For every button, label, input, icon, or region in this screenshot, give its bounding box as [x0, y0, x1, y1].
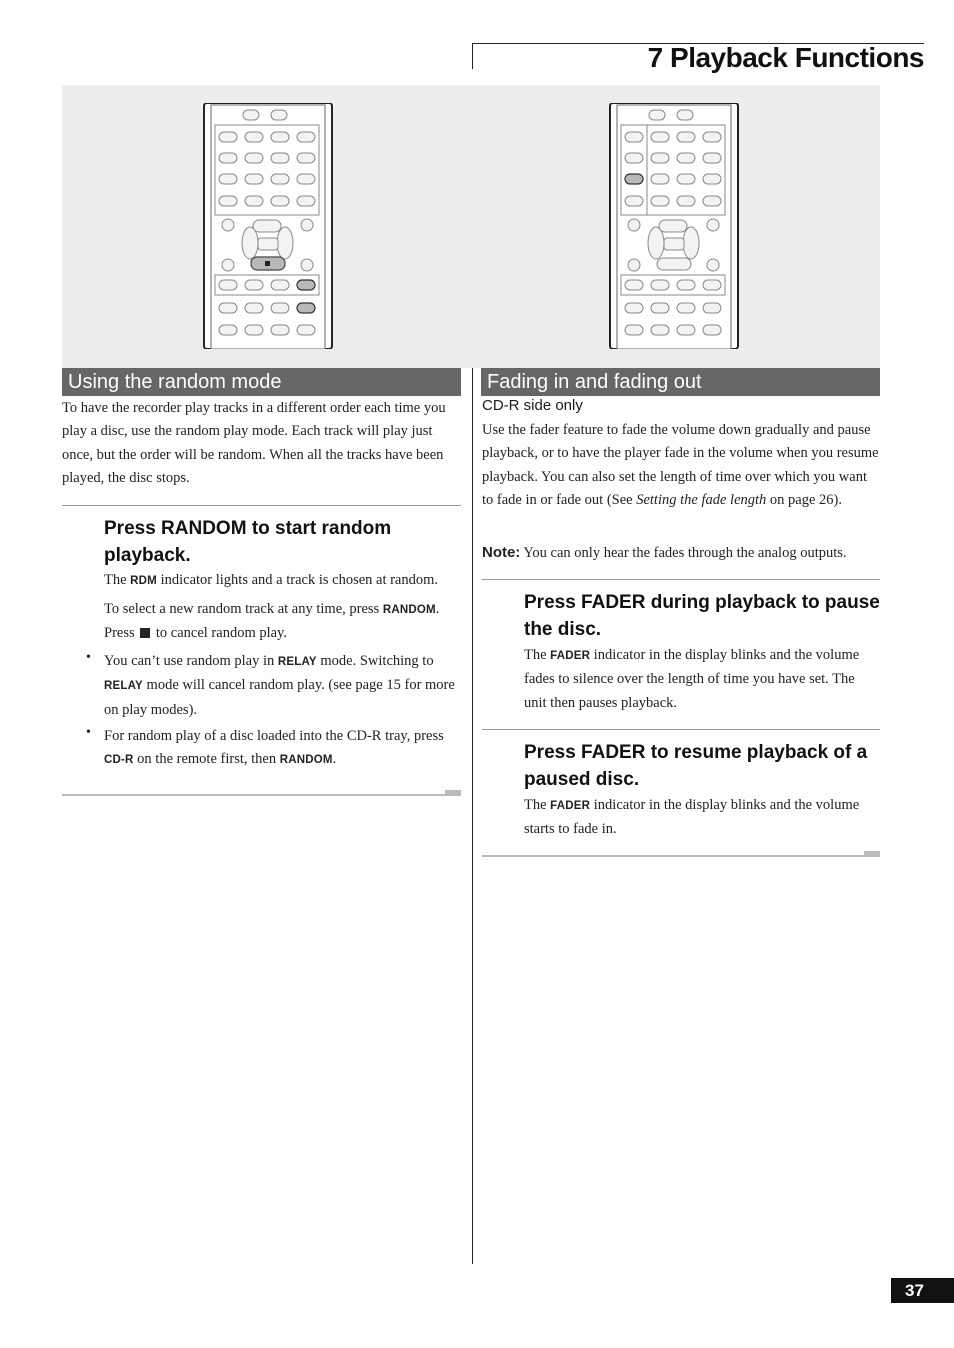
stop-square-icon — [140, 628, 150, 638]
section-title-fading: Fading in and fading out — [481, 368, 880, 396]
section-title-random-mode: Using the random mode — [62, 368, 461, 396]
note-label: Note: — [482, 544, 521, 561]
fader-resume-paragraph: The FADER indicator in the display blinks and the volume starts to fade in. — [524, 797, 860, 838]
bullet-cdr-note: For random play of a disc loaded into the CD-R tray, press CD-R on the remote first, then RANDOM. — [104, 728, 444, 768]
step-fader-pause-heading: Press FADER during playback to pause the disc. — [524, 592, 880, 640]
column-divider — [472, 368, 473, 1264]
section-end-marker — [445, 790, 461, 795]
random-select-paragraph: To select a new random track at any time, press RANDOM. Press to cancel random play. — [104, 601, 440, 642]
random-intro-paragraph: To have the recorder play tracks in a different order each time you play a disc, use the random play mode. Each track will play just once, but the order will be random. When all the tracks have been played, the disc stops. — [62, 400, 446, 487]
step-fader-resume-heading: Press FADER to resume playback of a paused disc. — [524, 742, 868, 790]
header-rule-tick — [472, 43, 473, 69]
section-end-rule — [482, 855, 880, 857]
bullet-icon: • — [86, 725, 91, 740]
fader-note: Note: You can only hear the fades through the analog outputs. — [482, 544, 847, 561]
section-rule — [482, 729, 880, 730]
fader-pause-paragraph: The FADER indicator in the display blinks and the volume fades to silence over the length of time you have set. The unit then pauses playback. — [524, 647, 860, 711]
fader-indicator-label: FADER — [550, 650, 591, 662]
remote-control-random-illustration — [203, 103, 333, 349]
illustration-band — [62, 85, 880, 368]
chapter-title: 7 Playback Functions — [647, 42, 924, 73]
rdm-indicator-label: RDM — [130, 575, 157, 587]
section-rule — [482, 579, 880, 580]
random-key-label: RANDOM — [382, 604, 436, 616]
section-end-rule — [62, 794, 461, 796]
fader-intro-paragraph: Use the fader feature to fade the volume down gradually and pause playback, or to have the player fade in the volume when you resume playback. You can also set the length of time over which you want to fade in or fade out (See Setting the fade length on page 26). — [482, 422, 879, 509]
bullet-icon: • — [86, 650, 91, 665]
fade-length-reference: Setting the fade length — [636, 492, 767, 509]
remote-control-fader-illustration — [609, 103, 739, 349]
cdr-side-only-label: CD-R side only — [482, 397, 583, 414]
step-random-heading: Press RANDOM to start random playback. — [104, 518, 392, 566]
random-rdm-paragraph: The RDM indicator lights and a track is chosen at random. — [104, 572, 439, 588]
section-rule — [62, 505, 461, 506]
page-number: 37 — [891, 1278, 954, 1303]
section-end-marker — [864, 851, 880, 856]
fader-indicator-label: FADER — [550, 800, 591, 812]
bullet-relay-note: You can’t use random play in RELAY mode. Switching to RELAY mode will cancel random play. (see page 15 for more on play modes). — [104, 653, 455, 718]
